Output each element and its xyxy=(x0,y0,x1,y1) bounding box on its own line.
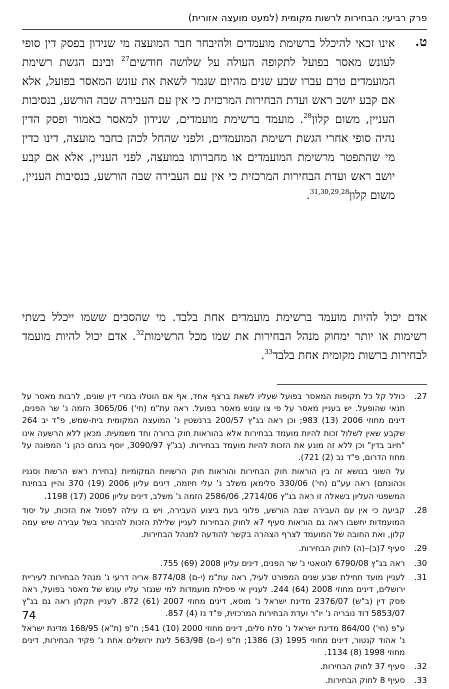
section-line: מועמד ברשימת מועמדים, שנידון למאסר כאמור ופסק הדין נהיה סופי xyxy=(22,112,395,145)
section-body xyxy=(22,34,395,205)
footnote-ref-28[interactable]: 28 xyxy=(303,112,312,121)
footnote xyxy=(22,660,427,672)
footnote-text: סעיף 37 לחוק הבחירות. xyxy=(320,661,405,672)
footnote-number: 31. xyxy=(414,571,427,582)
footnote-number: 28. xyxy=(414,504,427,515)
section-t xyxy=(22,34,427,205)
footnote-ref-27[interactable]: 27 xyxy=(121,55,130,64)
footnote xyxy=(22,465,427,502)
footnote xyxy=(22,557,427,569)
section-line: אלא אם קבע יושב ראש ועדת הבחירות המרכזית כי אין עם העבירה xyxy=(22,150,396,183)
footnote xyxy=(22,504,427,541)
section-letter: ט. xyxy=(415,34,427,49)
footnote-text: לעניין מועד תחילת שבע שנים המפורט לעיל, ראה עת"מ (י-ם) 8774/08 אריה דרעי נ' מנהל הבחירות לעיריית ירושלים, דינים מחוזי 2008 (64) 244. לעניין אי פסילת מועמדות למי שנגזר עליו עונש של מאסר בפועל, ראה פסק דין (ב"ש) 2376/07 מדינת ישראל נ' מוסא, דינים מחוזי 2007 (61) 872. לעניין תקלון ראה גם בג"ץ 5853/07 דוד נובריה נ' יו"ר ועדת הבחירות המרכזית, פ"ד נז (4) 857. xyxy=(22,571,406,619)
paragraph-line: אדם יכול להיות מועמד לבחירות ברשות מקומית אחת בלבד xyxy=(22,329,427,362)
footnote-text: על השוני בנושא זה בין הוראות חוק הבחירות והוראות חוק הרשויות המקומיות (בחירת ראש הרשות וסגניו וכהונתם) ראה עע"ם (חי') 330/06 סלימאן משלב נ' עלי חיזמה, דינים עליון 2006 (19) 370 והיין בבחינת המשפטי העליון בשאלה זו ראה בג"ץ 2714/06, 2586/06 הזמה נ' משלב, דינים עליון 2006 (17) 1198. xyxy=(22,466,406,501)
section-line: בפסק דין סופי לעונש מאסר בפועל לתקופה העולה על שלושה חודשים xyxy=(22,36,396,69)
footnote-text: סעיף 8 לחוק הבחירות. xyxy=(325,675,405,686)
footnote-ref-32[interactable]: 32 xyxy=(135,329,145,338)
section-line: שבה הורשע, בנסיבות העניין, משום קלון xyxy=(22,169,395,202)
footnote-number: 33. xyxy=(414,675,427,686)
footnote-ref-33[interactable]: 33 xyxy=(264,348,273,357)
section-line: כדין מי שהתפטר מרשימת המועמדים או מחברותו במועצה, לפני העניין, xyxy=(22,131,395,164)
footnote-text: קביעה כי אין עם העבירה שבה הורשע, פלוני בעת ביצוע העבירה, ויש בו עילה לפסול את הזכות, על יסוד המועמדות יחשבו ראה גם הוראות סעיף 7א לחוק הבחירות לעניין שלילת הזכות להיבחר בשל עבירה שיש עמה קלון, ואת החובה של המועמד לצרף הצהרה בקשר להודעה למנהל הבחירות. xyxy=(22,504,405,540)
footnote xyxy=(22,542,427,554)
section-line: ובינם הגשת רשימת המועמדים טרם עברו שבע שנים מהיום שגמר xyxy=(22,55,396,88)
footnote xyxy=(22,571,427,620)
section-line: אינו זכאי להיכלל ברשימת מועמדים ולהיבחר חבר המועצה מי שנידון xyxy=(89,36,395,50)
paragraph-line: אדם יכול להיות מועמד ברשימת מועמדים אחת בלבד. מי שהסכים ששמו xyxy=(80,310,428,324)
footnote xyxy=(22,390,427,463)
footnote-number: 30. xyxy=(414,557,427,568)
footnote-text: כולל קל כל תקופות המאסר בפועל שעליו לשאת ברצף אחד, אף אם הוטלו בגזרי דין שונים, לרבות מאסר על תנאי שהופעל. יש בעניין מאסר על פי צו עונש מאסר בפועל. ראה עת"מ (חי') 3065/06 הזמה נ' שר הפנים, דינים מחוזי 2006 (13) 983; וכן ראה בג"ץ 200/57 ברנשטין נ' המועצה המקומית בית-שמש, פ"ד יב 264 שקבע שאין לשלול זכות להיות מועמד בבחירות אלא בהוראות חוק ברורה וחד משמעית. מכאן ללא הרשעה אינו "חיוב בדין" וכן ללא זה מונע את הזכות להיות מועמד בבחירות. (בג"ץ 3090/97, יוסף בנחם כהן נ' המפונה על מחוז הדרום, פ"ד נב (2) 721). xyxy=(22,391,406,463)
section-line: המרכזית כי אין עם העבירה שבה הורשע, בנסיבות העניין, משום קלון xyxy=(22,93,395,126)
paragraph-candidacy xyxy=(22,308,427,365)
footnote-number: 29. xyxy=(414,543,427,554)
footnote-text: ע"פ (חי') 864/00 מדינת ישראל נ' סלח סלים, דינים מחוזי 2000 (10) 541; ח"פ (ת"א) 168/95 מדינת ישראל נ' אהוד קנטור, דינים מחוזי 1995 (3) 1386; ת"פ (י-ם) 563/98 ליגת ירושלים אחת נ' פקיד הבחירות, דינים מחוזי 1998 (8) 1134. xyxy=(22,622,405,658)
footnote-separator xyxy=(277,384,427,385)
section-line: לשאת את עונש המאסר בפועל, אלא אם קבע יושב ראש ועדת הבחירות xyxy=(22,74,395,107)
footnote-text: ראה בג"ץ 6790/08 לוטאטי נ' שר הפנים, דינים עליון 2008 (69) 755. xyxy=(160,557,405,568)
page-number: 74 xyxy=(22,609,36,622)
section-paragraph: אינו זכאי להיכלל ברשימת מועמדים ולהיבחר חבר המועצה מי שנידון בפסק דין סופי לעונש מאסר בפועל לתקופה העולה על שלושה חודשים$^{27}$ ובינם הגשת רשימת המועמדים טרם עברו שבע שנים מהיום שגמר לשאת את עונש המאסר בפועל, אלא אם קבע יושב ראש ועדת הבחירות המרכזית כי אין עם העבירה שבה הורשע, בנסיבות העניין, משום קלון$^{28}$. מועמד ברשימת מועמדים, שנידון למאסר כאמור ופסק הדין נהיה סופי אחרי הגשת רשימת המועמדים, ולפני שהחל לכהן כחבר מועצה, דינו כדין מי שהתפטר מרשימת המועמדים או מחברותו במועצה, לפני העניין, אלא אם קבע יושב ראש ועדת הבחירות המרכזית כי אין עם העבירה שבה הורשע, בנסיבות העניין, משום קלון$^{31,30,29,28}$. xyxy=(22,36,396,202)
running-header xyxy=(22,9,427,30)
running-header-title: פרק רביעי: הבחירות לרשות מקומית (למעט מועצה אזורית) xyxy=(188,13,427,24)
footnote-ref-28-31[interactable]: 31,30,29,28 xyxy=(310,188,350,197)
section-line: אחרי הגשת רשימת המועמדים, ולפני שהחל לכהן כחבר מועצה, דינו xyxy=(43,131,349,145)
footnote xyxy=(22,674,427,686)
paragraph-line: ייכלל בשתי רשימות או יותר ימחוק מנהל הבחירות את שמו מכל הרשימות xyxy=(22,310,427,343)
footnote-number: 27. xyxy=(414,391,427,401)
paragraph-text: אדם יכול להיות מועמד ברשימת מועמדים אחת בלבד. מי שהסכים ששמו ייכלל בשתי רשימות או יותר ימחוק מנהל הבחירות את שמו מכל הרשימות$^{32}$. אדם יכול להיות מועמד לבחירות ברשות מקומית אחת בלבד$^{33}$. xyxy=(22,310,428,362)
footnote-text: סעיף 7(ב)–(ה) לחוק הבחירות. xyxy=(298,543,405,554)
footnote-number: 32. xyxy=(414,661,427,672)
footnotes xyxy=(22,390,427,689)
